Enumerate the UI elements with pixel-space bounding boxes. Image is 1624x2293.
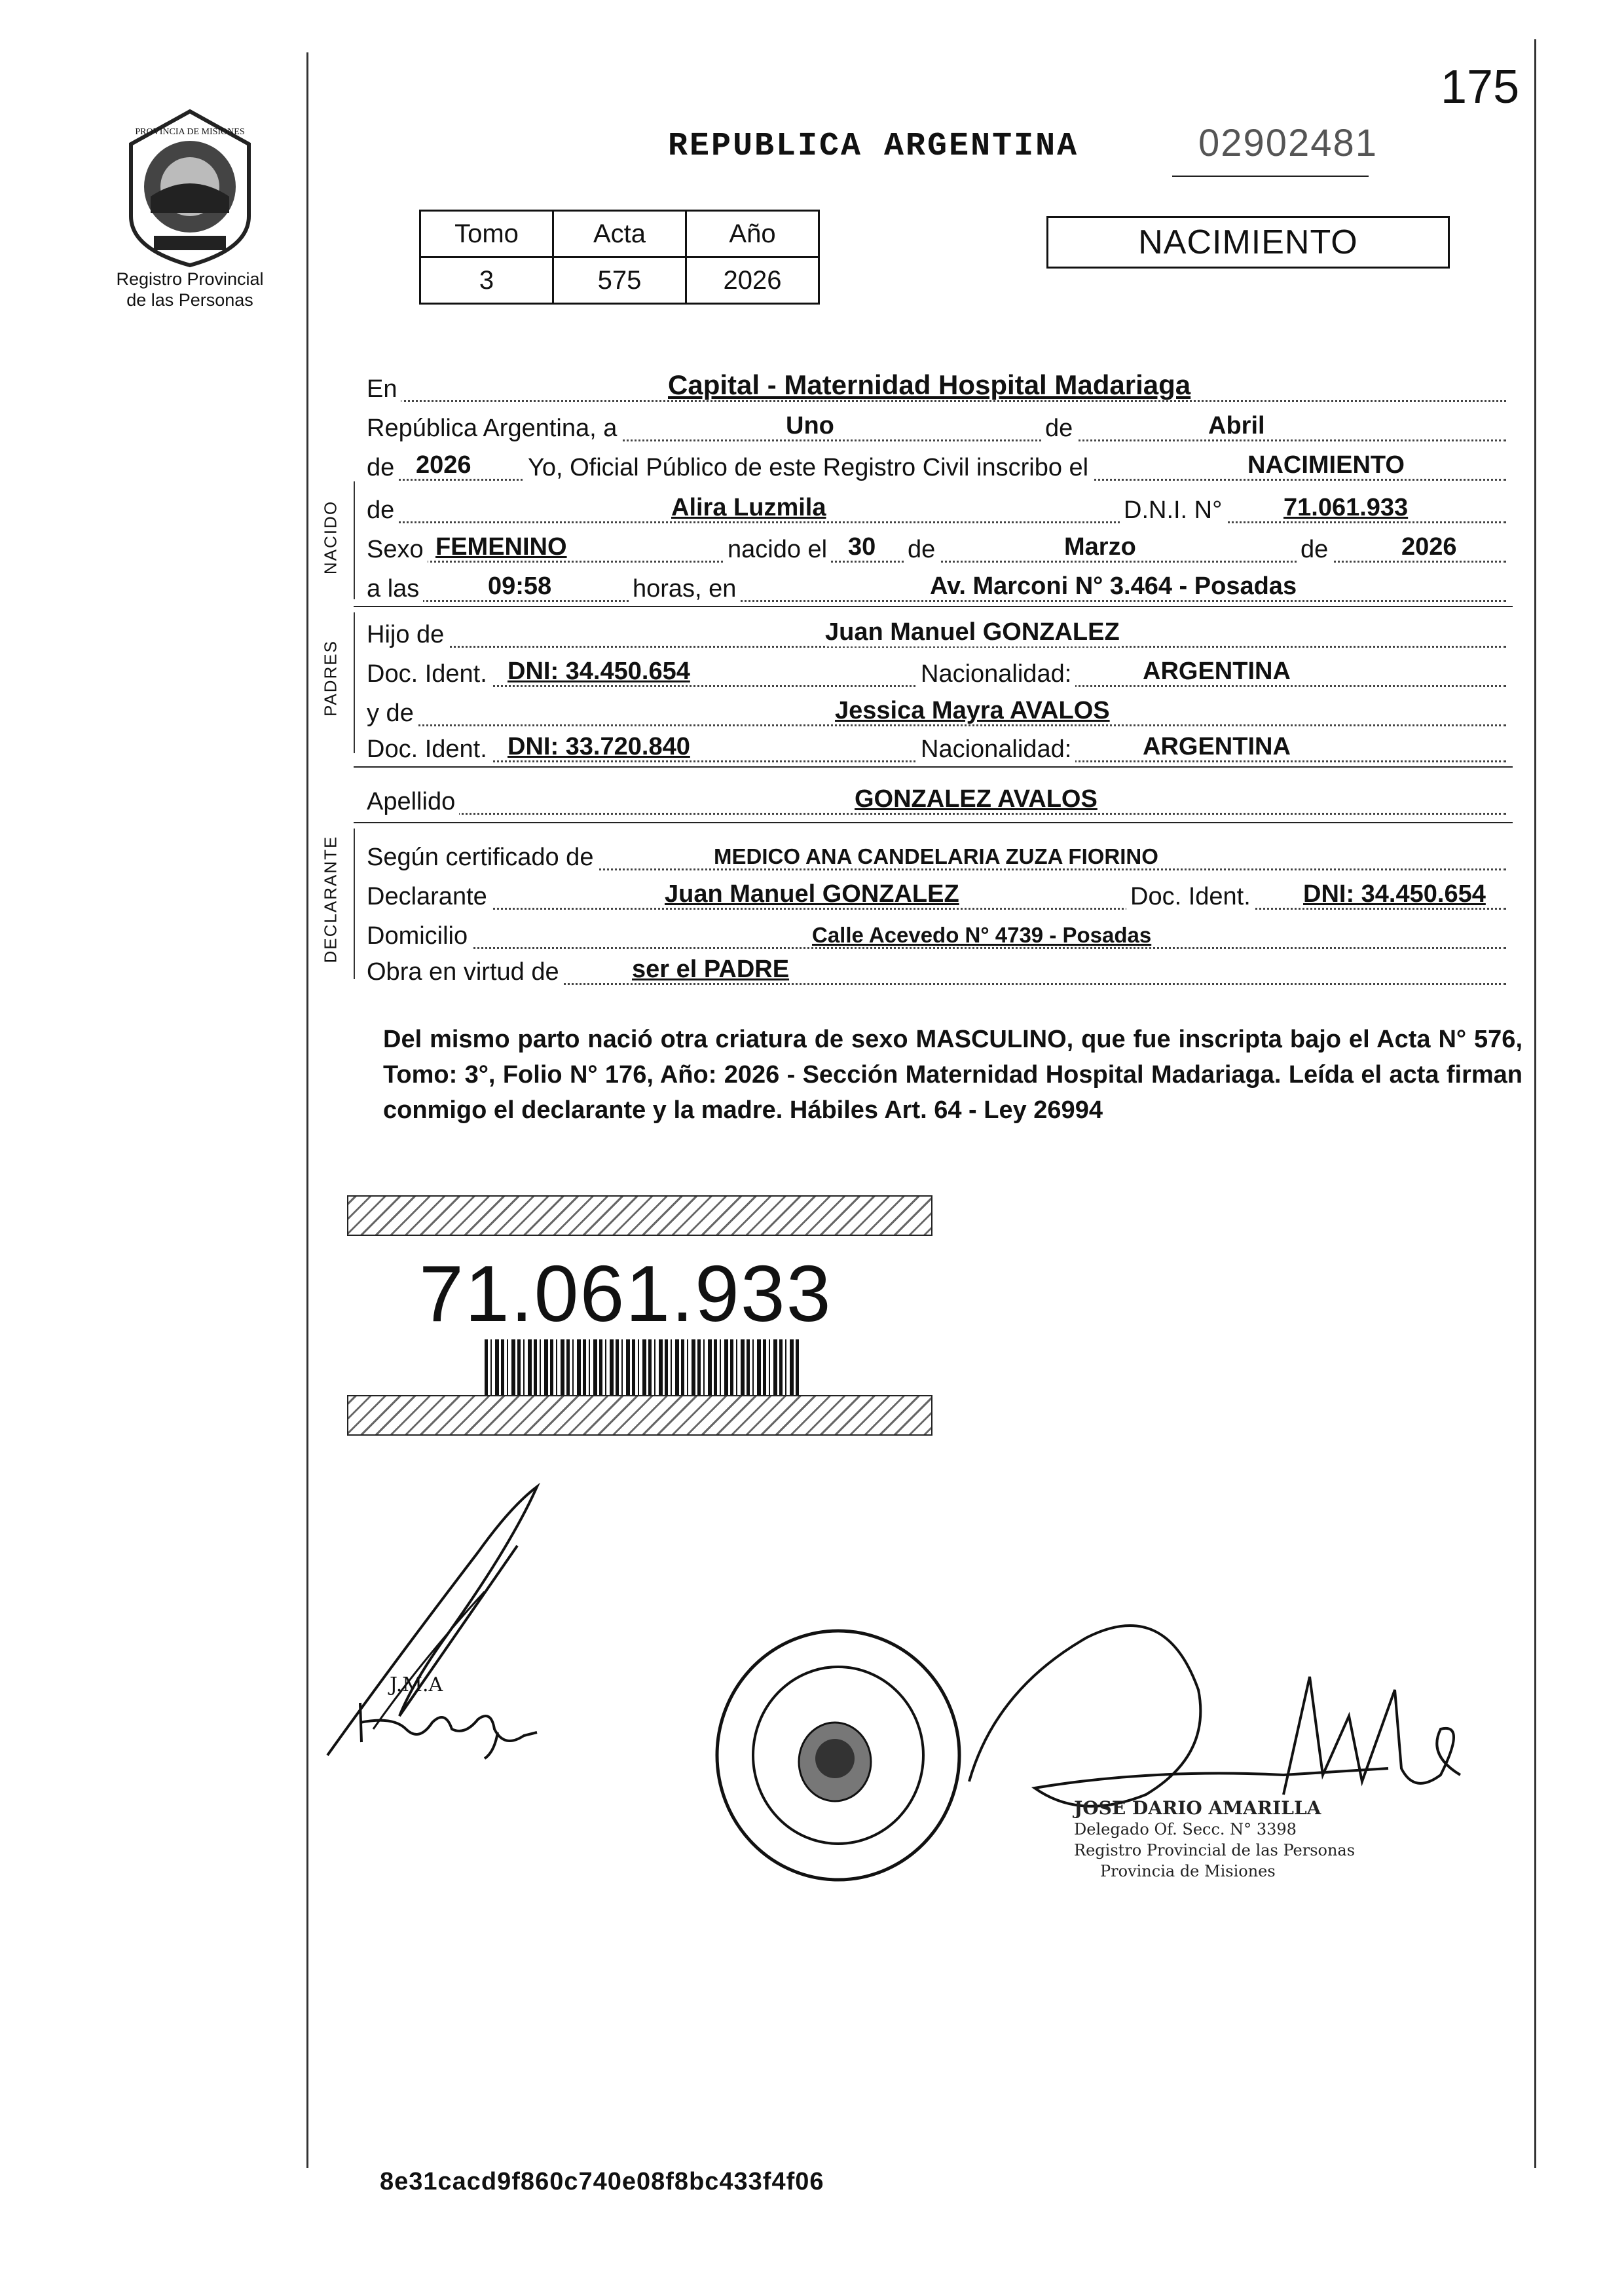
declarant-doc-value: DNI: 34.450.654 (1303, 880, 1486, 908)
registry-label (85, 269, 295, 310)
born-month-label: de (904, 536, 939, 564)
certificate-row (367, 835, 1513, 874)
mother-nationality-value: ARGENTINA (1143, 733, 1291, 760)
sex-value: FEMENINO (435, 533, 567, 561)
certificate-type-box: NACIMIENTO (1046, 216, 1450, 269)
registry-label-line2: de las Personas (126, 290, 253, 310)
padres-section-rule (354, 612, 355, 753)
birth-place-value: Av. Marconi N° 3.464 - Posadas (930, 572, 1297, 600)
initials-text: J.M.A (390, 1673, 443, 1696)
official-name: JOSE DARIO AMARILLA (1074, 1797, 1321, 1819)
born-label: nacido el (724, 536, 831, 564)
basis-label: Obra en virtud de (367, 958, 563, 986)
surname-divider (354, 822, 1513, 823)
declarant-label: Declarante (367, 883, 491, 911)
father-label: Hijo de (367, 621, 448, 649)
mother-label: y de (367, 699, 418, 728)
signature-official-scribble (917, 1559, 1493, 1834)
left-margin-rule (306, 52, 308, 2168)
document-hash: 8e31cacd9f860c740e08f8bc433f4f06 (380, 2168, 824, 2195)
time-label: a las (367, 575, 423, 603)
sticker-dni-number: 71.061.933 (419, 1249, 832, 1338)
born-day-value: 30 (848, 533, 876, 561)
father-name-value: Juan Manuel GONZALEZ (825, 618, 1120, 646)
child-name-value: Alira Luzmila (671, 494, 826, 521)
record-table-header-ano: Año (686, 211, 819, 257)
year-value: 2026 (416, 451, 471, 479)
place-row (367, 367, 1513, 406)
born-year-label: de (1297, 536, 1332, 564)
declarant-name-value: Juan Manuel GONZALEZ (665, 880, 959, 908)
father-row (367, 612, 1513, 652)
mother-doc-row (367, 727, 1513, 766)
certificate-label: Según certificado de (367, 844, 597, 872)
signature-initials-scribble (354, 1690, 550, 1762)
sex-label: Sexo (367, 536, 428, 564)
declarante-section-label: DECLARANTE (320, 835, 341, 963)
seal-logo-text: PROVINCIA DE MISIONES (135, 127, 245, 137)
born-year-value: 2026 (1401, 533, 1457, 561)
record-table-value-tomo: 3 (420, 257, 553, 304)
country-title: REPUBLICA ARGENTINA (668, 128, 1079, 165)
father-doc-label: Doc. Ident. (367, 660, 491, 688)
nacido-section-rule (354, 481, 355, 599)
father-nationality-label: Nacionalidad: (917, 660, 1075, 688)
time-value: 09:58 (488, 572, 552, 600)
address-label: Domicilio (367, 922, 471, 950)
serial-underline (1172, 176, 1369, 177)
child-name-row (367, 488, 1513, 527)
certificate-value: MEDICO ANA CANDELARIA ZUZA FIORINO (714, 844, 1158, 868)
dni-value: 71.061.933 (1283, 494, 1409, 521)
republic-label: República Argentina, a (367, 415, 621, 443)
padres-section-label: PADRES (320, 640, 341, 717)
born-month-value: Marzo (1064, 533, 1136, 561)
padres-divider (354, 766, 1513, 768)
date-row (367, 406, 1513, 445)
page-number: 175 (1441, 61, 1520, 113)
place-value: Capital - Maternidad Hospital Madariaga (668, 369, 1191, 400)
address-row (367, 914, 1513, 953)
father-nationality-value: ARGENTINA (1143, 658, 1291, 685)
nacido-divider (354, 606, 1513, 607)
record-table-header-acta: Acta (553, 211, 686, 257)
province-seal-logo (118, 105, 262, 269)
record-table-header-row (420, 211, 819, 257)
right-margin-rule (1534, 39, 1536, 2168)
official-province: Provincia de Misiones (1100, 1862, 1276, 1880)
month-label: de (1041, 415, 1077, 443)
year-label: de (367, 454, 398, 482)
father-doc-row (367, 652, 1513, 691)
surname-row (367, 779, 1513, 819)
mother-doc-label: Doc. Ident. (367, 736, 491, 764)
security-band-top (347, 1195, 932, 1236)
declarant-doc-label: Doc. Ident. (1126, 883, 1255, 911)
record-table-header-tomo: Tomo (420, 211, 553, 257)
event-value: NACIMIENTO (1247, 451, 1405, 479)
place-label: En (367, 375, 401, 403)
observations-note: Del mismo parto nació otra criatura de sexo MASCULINO, que fue inscripta bajo el Acta N° 576, Tomo: 3°, Folio N° 176, Año: 2026 - Sección Maternidad Hospital Madariaga. Leída el acta firman conmigo el declarante y la madre. Hábiles Art. 64 - Ley 26994 (383, 1026, 1522, 1124)
surname-value: GONZALEZ AVALOS (855, 785, 1098, 813)
declarant-row (367, 874, 1513, 914)
hours-label: horas, en (629, 575, 740, 603)
record-table-value-acta: 575 (553, 257, 686, 304)
declarante-section-rule (354, 829, 355, 979)
registry-label-line1: Registro Provincial (116, 269, 264, 289)
child-name-label: de (367, 496, 398, 525)
security-band-bottom (347, 1395, 932, 1436)
sex-birth-row (367, 527, 1513, 567)
month-value: Abril (1208, 412, 1265, 439)
dni-label: D.N.I. N° (1120, 496, 1226, 525)
mother-row (367, 691, 1513, 730)
record-reference-table (419, 210, 820, 305)
statement-text: Yo, Oficial Público de este Registro Civil inscribo el (524, 454, 1092, 482)
day-value: Uno (786, 412, 834, 439)
record-table-value-ano: 2026 (686, 257, 819, 304)
record-table-value-row (420, 257, 819, 304)
surname-label: Apellido (367, 788, 459, 816)
official-org: Registro Provincial de las Personas (1074, 1841, 1356, 1859)
mother-name-value: Jessica Mayra AVALOS (835, 697, 1110, 724)
basis-value: ser el PADRE (632, 956, 790, 983)
nacido-section-label: NACIDO (320, 500, 341, 575)
mother-doc-value: DNI: 33.720.840 (507, 733, 690, 760)
time-place-row (367, 567, 1513, 606)
statement-row (367, 445, 1513, 485)
serial-number: 02902481 (1198, 122, 1378, 164)
mother-nationality-label: Nacionalidad: (917, 736, 1075, 764)
basis-row (367, 950, 1513, 989)
official-title: Delegado Of. Secc. N° 3398 (1074, 1820, 1297, 1838)
official-signature-block (1074, 1798, 1355, 1882)
father-doc-value: DNI: 34.450.654 (507, 658, 690, 685)
address-value: Calle Acevedo N° 4739 - Posadas (812, 923, 1152, 947)
